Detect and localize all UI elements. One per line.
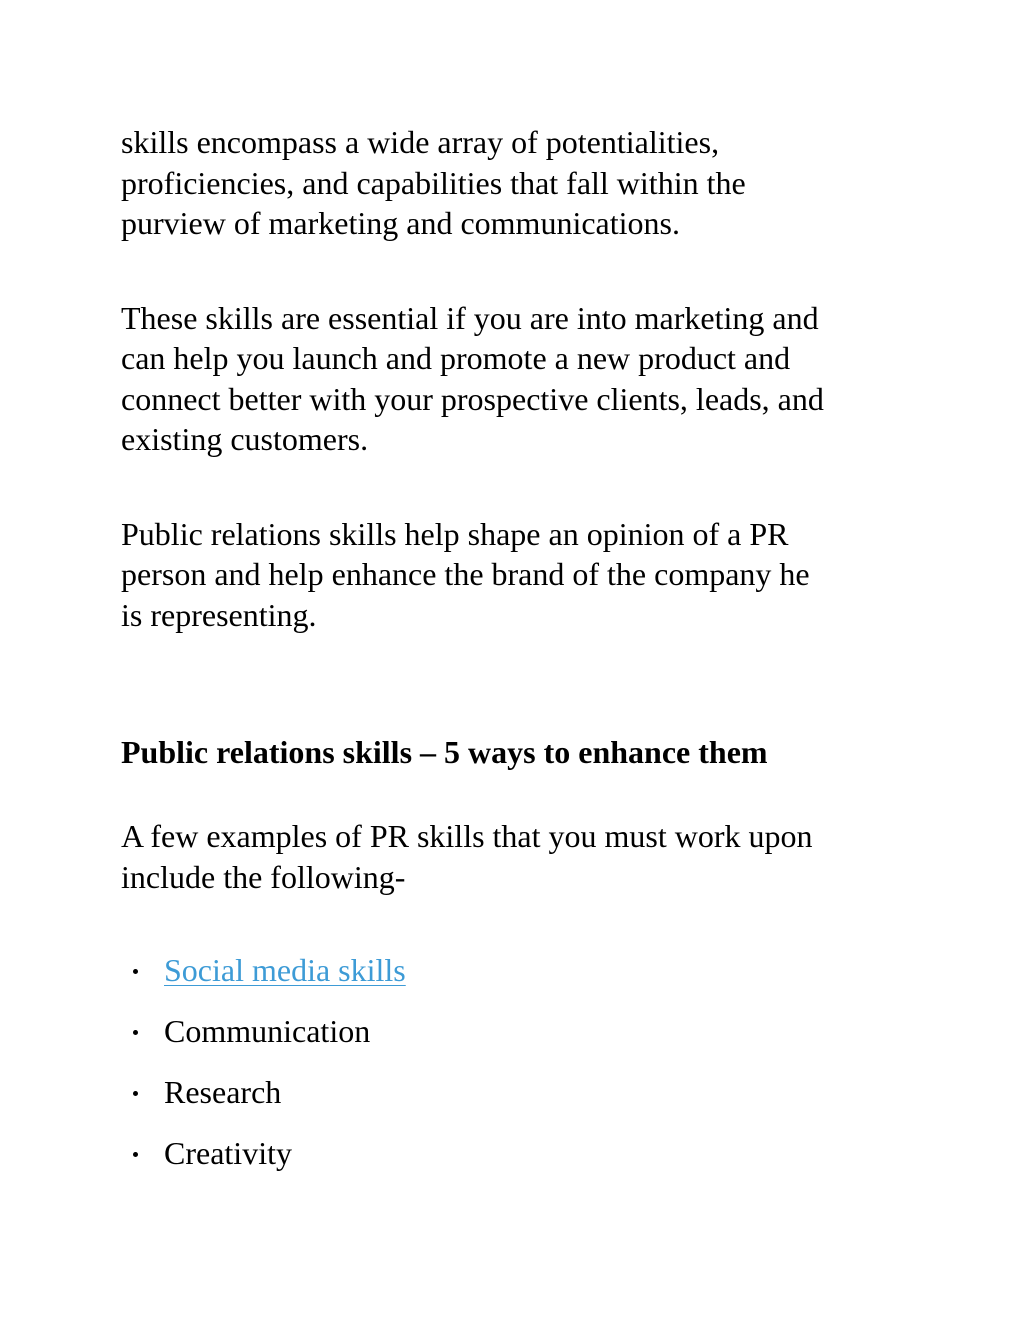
list-item bbox=[121, 1133, 406, 1194]
list-item bbox=[121, 1072, 406, 1133]
list-item-label: Creativity bbox=[164, 1135, 292, 1171]
social-media-skills-link[interactable]: Social media skills bbox=[164, 952, 406, 988]
list-item bbox=[121, 950, 406, 1011]
skills-list bbox=[121, 950, 406, 1194]
list-item-label: Research bbox=[164, 1074, 282, 1110]
document-body bbox=[121, 122, 911, 1171]
list-item bbox=[121, 1011, 406, 1072]
paragraph-pr-skills-opinion: Public relations skills help shape an opinion of a PR person and help enhance the brand of the company he is representing. bbox=[121, 515, 810, 633]
paragraph-skills-scope: skills encompass a wide array of potentialities, proficiencies, and capabilities that fall within the purview of marketing and communications. bbox=[121, 124, 746, 241]
bullet-icon bbox=[133, 969, 138, 974]
bullet-icon bbox=[133, 1091, 138, 1096]
list-item-label: Communication bbox=[164, 1013, 371, 1049]
bullet-icon bbox=[133, 1030, 138, 1035]
bullet-icon bbox=[133, 1152, 138, 1157]
paragraph-intro: A few examples of PR skills that you must work upon include the following- bbox=[121, 818, 813, 895]
paragraph-skills-essential: These skills are essential if you are into marketing and can help you launch and promote a new product and connect better with your prospective clients, leads, and existing customers. bbox=[121, 299, 824, 457]
section-heading: Public relations skills – 5 ways to enhance them bbox=[121, 734, 768, 770]
